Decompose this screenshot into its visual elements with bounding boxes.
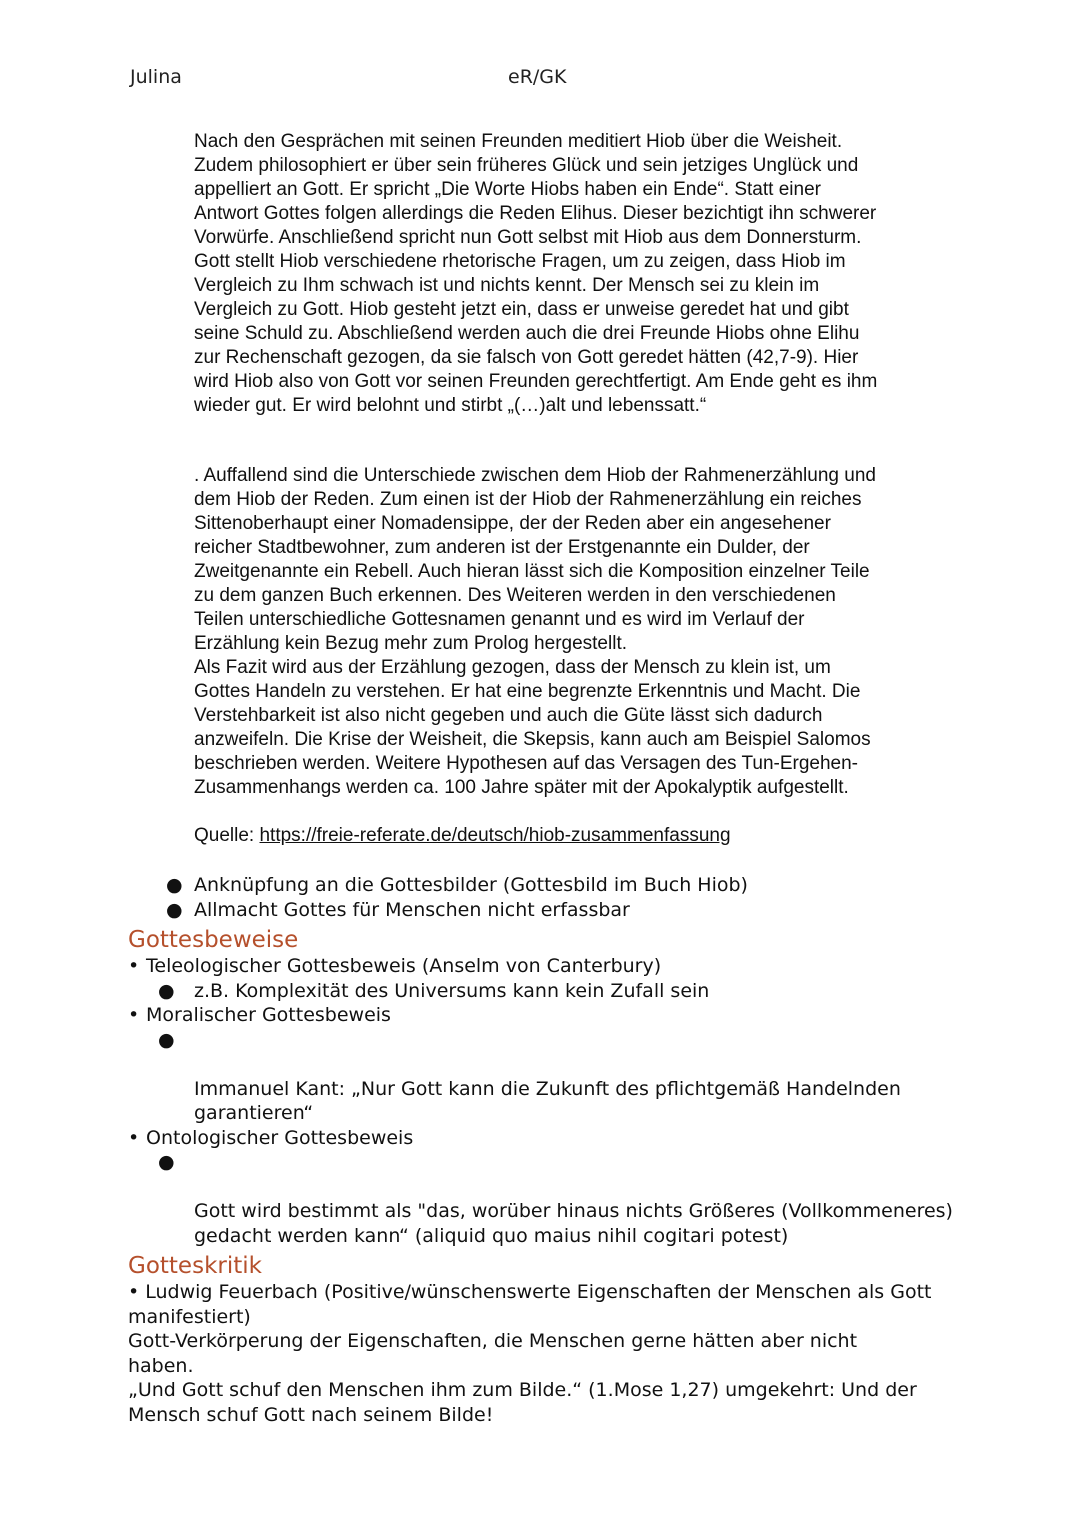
list-subitem	[128, 1150, 978, 1248]
paragraph-text: Nach den Gesprächen mit seinen Freunden meditiert Hiob über die Weisheit. Zudem philosophiert er über sein früheres Glück und sein jetziges Unglück und appelliert an Gott. Er spricht „Die Worte Hiobs haben ein Ende“. Statt einer Antwort Gottes folgen allerdings die Reden Elihus. Dieser bezichtigt ihn schwerer Vorwürfe. Anschließend spricht nun Gott selbst mit Hiob aus dem Donnersturm. Gott stellt Hiob verschiedene rhetorische Fragen, um zu zeigen, dass Hiob im Vergleich zu Ihm schwach ist und nichts kennt. Der Mensch sei zu klein im Vergleich zu Gott. Hiob gesteht jetzt ein, dass er unweise geredet hat und gibt seine Schuld zu. Abschließend werden auch die drei Freunde Hiobs ohne Elihu zur Rechenschaft gezogen, da sie falsch von Gott geredet hätten (42,7-9). Hier wird Hiob also von Gott vor seinen Freunden gerechtfertigt. Am Ende geht es ihm wieder gut. Er wird belohnt und stirbt „(…)alt und lebenssatt.“	[194, 131, 878, 416]
bullet-icon: •	[128, 1004, 140, 1026]
list-item	[128, 873, 978, 898]
bullet-icon: ●	[166, 874, 183, 896]
item-title: Moralischer Gottesbeweis	[146, 1004, 391, 1026]
bullet-icon: •	[128, 1126, 140, 1149]
kritik-line: Gott-Verkörperung der Eigenschaften, die Menschen gerne hätten aber nicht haben.	[128, 1330, 858, 1377]
subitem-text: Immanuel Kant: „Nur Gott kann die Zukunft des pflichtgemäß Handelnden garantieren“	[194, 1077, 901, 1124]
source-link[interactable]: https://freie-referate.de/deutsch/hiob-zusammenfassung	[259, 825, 731, 846]
kritik-quote: „Und Gott schuf den Menschen ihm zum Bilde.“ (1.Mose 1,27) umgekehrt: Und der Mensch schuf Gott nach seinem Bilde!	[128, 1379, 917, 1426]
list-item	[128, 1126, 978, 1151]
subitem-text: Gott wird bestimmt als "das, worüber hinaus nichts Größeres (Vollkommeneres) gedacht werden kann“ (aliquid quo maius nihil cogitari potest)	[194, 1200, 953, 1247]
section-heading-gotteskritik: Gotteskritik	[128, 1253, 262, 1279]
list-item	[128, 1003, 978, 1028]
item-text: Ludwig Feuerbach (Positive/wünschenswerte Eigenschaften der Menschen als Gott manifestiert)	[128, 1281, 932, 1328]
list-item	[128, 1280, 978, 1329]
bullet-icon: ●	[158, 979, 175, 1002]
item-title: Ontologischer Gottesbeweis	[146, 1126, 414, 1149]
item-title: Teleologischer Gottesbeweis (Anselm von Canterbury)	[146, 955, 662, 977]
list-item	[128, 898, 978, 923]
list-subitem	[128, 1028, 978, 1126]
bullet-icon: ●	[158, 1028, 175, 1051]
bullet-icon: ●	[158, 1151, 175, 1173]
header-course: eR/GK	[508, 66, 567, 88]
source-line	[194, 824, 964, 848]
list-item	[128, 954, 978, 979]
paragraph-unterschiede	[194, 464, 964, 800]
bullet-text: Allmacht Gottes für Menschen nicht erfassbar	[194, 898, 630, 921]
header-author: Julina	[130, 66, 182, 88]
bullet-text: Anknüpfung an die Gottesbilder (Gottesbild im Buch Hiob)	[194, 874, 748, 896]
section-heading-gottesbeweise: Gottesbeweise	[128, 927, 299, 953]
bullet-icon: ●	[166, 898, 183, 921]
list-subitem	[128, 979, 978, 1004]
subitem-text: z.B. Komplexität des Universums kann kein Zufall sein	[194, 979, 710, 1002]
paragraph-text: . Auffallend sind die Unterschiede zwischen dem Hiob der Rahmenerzählung und dem Hiob der Reden. Zum einen ist der Hiob der Rahmenerzählung ein reiches Sittenoberhaupt einer Nomadensippe, der der Reden aber ein angesehener reicher Stadtbewohner, zum anderen ist der Erstgenannte ein Dulder, der Zweitgenannte ein Rebell. Auch hieran lässt sich die Komposition einzelner Teile zu dem ganzen Buch erkennen. Des Weiteren werden in den verschiedenen Teilen unterschiedliche Gottesnamen genannt und es wird im Verlauf der Erzählung kein Bezug mehr zum Prolog hergestellt. Als Fazit wird aus der Erzählung gezogen, dass der Mensch zu klein ist, um Gottes Handeln zu verstehen. Er hat eine begrenzte Erkenntnis und Macht. Die Verstehbarkeit ist also nicht gegeben und auch die Güte lässt sich dadurch anzweifeln. Die Krise der Weisheit, die Skepsis, kann auch am Beispiel Salomos beschrieben werden. Weitere Hypothesen auf das Versagen des Tun-Ergehen- Zusammenhangs werden ca. 100 Jahre später mit der Apokalyptik aufgestellt.	[194, 465, 876, 798]
bullet-icon: •	[128, 955, 140, 977]
bullet-icon: •	[128, 1281, 146, 1303]
source-label: Quelle:	[194, 825, 260, 846]
notes-section	[128, 873, 978, 1427]
paragraph-weisheit	[194, 130, 964, 418]
